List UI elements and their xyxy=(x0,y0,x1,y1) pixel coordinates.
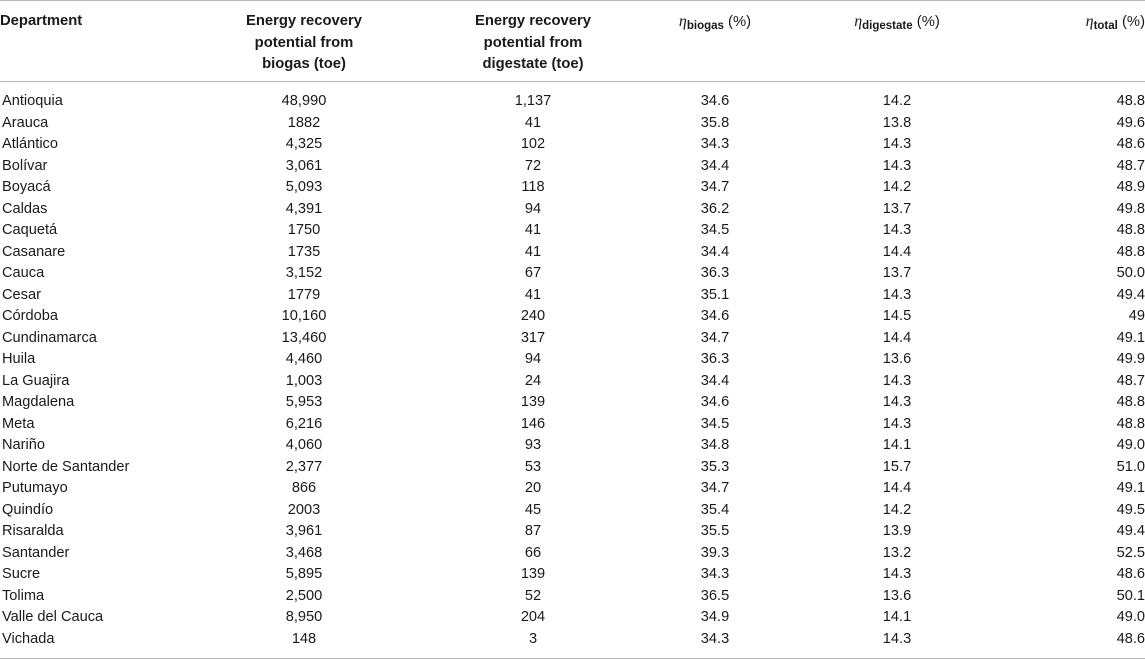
cell-eta-biogas: 34.5 xyxy=(700,415,730,432)
table-row xyxy=(0,586,1145,608)
cell-eta-digestate: 14.3 xyxy=(882,630,912,647)
cell-eta-total: 48.7 xyxy=(1116,157,1145,174)
eta-total-subscript: total xyxy=(1093,20,1118,32)
cell-biogas-potential: 1779 xyxy=(287,286,321,303)
cell-department: Bolívar xyxy=(2,157,48,174)
cell-department: Cundinamarca xyxy=(2,329,97,346)
cell-eta-digestate: 14.1 xyxy=(882,609,912,625)
table-row xyxy=(0,263,1145,285)
cell-department: Caquetá xyxy=(2,222,58,238)
cell-eta-digestate: 14.2 xyxy=(882,93,912,109)
cell-eta-digestate: 14.4 xyxy=(882,329,912,346)
cell-biogas-potential: 1882 xyxy=(287,114,321,131)
cell-eta-digestate: 14.3 xyxy=(882,415,912,432)
cell-eta-total: 49.4 xyxy=(1116,286,1145,303)
percent-unit: (%) xyxy=(728,14,752,30)
cell-department: Caldas xyxy=(2,200,48,217)
cell-biogas-potential: 1750 xyxy=(287,222,321,238)
cell-eta-total: 49.1 xyxy=(1116,329,1145,346)
cell-biogas-potential: 5,953 xyxy=(285,394,323,410)
cell-department: Vichada xyxy=(2,630,55,647)
cell-biogas-potential: 5,093 xyxy=(285,179,323,195)
cell-digestate-potential: 93 xyxy=(524,437,542,453)
table-row xyxy=(0,220,1145,242)
header-eta-biogas xyxy=(628,1,802,82)
cell-department: Magdalena xyxy=(2,394,75,410)
table-row xyxy=(0,285,1145,307)
cell-digestate-potential: 41 xyxy=(524,243,542,260)
cell-biogas-potential: 3,061 xyxy=(285,157,323,174)
cell-digestate-potential: 139 xyxy=(520,394,546,410)
cell-department: Meta xyxy=(2,415,35,432)
cell-eta-total: 50.1 xyxy=(1116,587,1145,604)
table-row xyxy=(0,242,1145,264)
cell-digestate-potential: 94 xyxy=(524,351,542,367)
cell-eta-digestate: 14.2 xyxy=(882,179,912,195)
header-biogas-line3: biogas (toe) xyxy=(262,56,346,72)
table-row xyxy=(0,113,1145,135)
eta-symbol: η xyxy=(854,13,863,30)
cell-digestate-potential: 66 xyxy=(524,544,542,561)
cell-department: Córdoba xyxy=(2,308,58,324)
cell-eta-biogas: 34.3 xyxy=(700,566,730,582)
cell-eta-biogas: 34.6 xyxy=(700,93,730,109)
cell-digestate-potential: 1,137 xyxy=(514,93,552,109)
cell-biogas-potential: 5,895 xyxy=(285,566,323,582)
cell-eta-digestate: 14.5 xyxy=(882,308,912,324)
cell-digestate-potential: 41 xyxy=(524,222,542,238)
cell-department: Sucre xyxy=(2,566,41,582)
table-row xyxy=(0,371,1145,393)
cell-biogas-potential: 6,216 xyxy=(285,415,323,432)
header-digestate-line3: digestate (toe) xyxy=(482,56,584,72)
cell-eta-digestate: 13.8 xyxy=(882,114,912,131)
cell-eta-total: 48.6 xyxy=(1116,136,1145,152)
cell-biogas-potential: 8,950 xyxy=(285,609,323,625)
cell-digestate-potential: 52 xyxy=(524,587,542,604)
cell-department: Atlántico xyxy=(2,136,58,152)
cell-eta-biogas: 34.9 xyxy=(700,609,730,625)
table-row xyxy=(0,478,1145,500)
cell-biogas-potential: 13,460 xyxy=(281,329,327,346)
cell-eta-total: 51.0 xyxy=(1116,458,1145,475)
table-row xyxy=(0,306,1145,328)
cell-department: Boyacá xyxy=(2,179,51,195)
table-row xyxy=(0,414,1145,436)
cell-eta-digestate: 14.4 xyxy=(882,480,912,496)
cell-eta-biogas: 35.4 xyxy=(700,501,730,518)
cell-eta-total: 49.8 xyxy=(1116,200,1145,217)
cell-eta-biogas: 34.7 xyxy=(700,179,730,195)
eta-digestate-subscript: digestate xyxy=(862,20,913,32)
header-digestate-potential xyxy=(438,1,628,82)
cell-eta-digestate: 14.3 xyxy=(882,372,912,389)
cell-eta-biogas: 36.3 xyxy=(700,265,730,281)
cell-eta-digestate: 14.3 xyxy=(882,566,912,582)
cell-department: Tolima xyxy=(2,587,45,604)
cell-eta-digestate: 14.2 xyxy=(882,501,912,518)
cell-biogas-potential: 48,990 xyxy=(281,93,327,109)
cell-eta-digestate: 13.6 xyxy=(882,587,912,604)
cell-digestate-potential: 204 xyxy=(520,609,546,625)
cell-biogas-potential: 3,152 xyxy=(285,265,323,281)
header-biogas-line1: Energy recovery xyxy=(246,13,362,29)
header-digestate-line2: potential from xyxy=(483,34,583,51)
cell-eta-total: 49.9 xyxy=(1116,351,1145,367)
cell-biogas-potential: 4,460 xyxy=(285,351,323,367)
cell-biogas-potential: 1,003 xyxy=(285,372,323,389)
cell-eta-total: 48.6 xyxy=(1116,630,1145,647)
cell-biogas-potential: 10,160 xyxy=(281,308,327,324)
cell-department: Arauca xyxy=(2,114,49,131)
cell-digestate-potential: 240 xyxy=(520,308,546,324)
table-row xyxy=(0,156,1145,178)
cell-digestate-potential: 139 xyxy=(520,566,546,582)
cell-digestate-potential: 45 xyxy=(524,501,542,518)
cell-digestate-potential: 72 xyxy=(524,157,542,174)
cell-eta-total: 49.4 xyxy=(1116,523,1145,539)
cell-eta-biogas: 35.5 xyxy=(700,523,730,539)
cell-eta-digestate: 13.7 xyxy=(882,200,912,217)
cell-eta-total: 50.0 xyxy=(1116,265,1145,281)
cell-eta-biogas: 35.1 xyxy=(700,286,730,303)
cell-department: Casanare xyxy=(2,243,66,260)
cell-eta-biogas: 34.4 xyxy=(700,157,730,174)
cell-eta-total: 49.0 xyxy=(1116,437,1145,453)
cell-eta-total: 52.5 xyxy=(1116,544,1145,561)
cell-biogas-potential: 866 xyxy=(291,480,317,496)
table-row xyxy=(0,177,1145,199)
table-header xyxy=(0,1,1145,82)
percent-unit: (%) xyxy=(916,14,940,30)
table-body xyxy=(0,82,1145,659)
eta-symbol: η xyxy=(678,13,687,30)
cell-eta-total: 48.8 xyxy=(1116,222,1145,238)
cell-eta-biogas: 35.8 xyxy=(700,114,730,131)
cell-biogas-potential: 3,468 xyxy=(285,544,323,561)
header-eta-digestate xyxy=(802,1,992,82)
cell-eta-digestate: 15.7 xyxy=(882,458,912,475)
cell-digestate-potential: 146 xyxy=(520,415,546,432)
header-department xyxy=(0,1,170,82)
cell-biogas-potential: 4,060 xyxy=(285,437,323,453)
cell-department: Norte de Santander xyxy=(2,458,130,475)
cell-eta-biogas: 34.3 xyxy=(700,136,730,152)
cell-digestate-potential: 94 xyxy=(524,200,542,217)
cell-department: Putumayo xyxy=(2,480,68,496)
cell-digestate-potential: 53 xyxy=(524,458,542,475)
cell-department: Santander xyxy=(2,544,70,561)
cell-eta-total: 48.8 xyxy=(1116,415,1145,432)
eta-biogas-subscript: biogas xyxy=(686,20,724,32)
table-row xyxy=(0,82,1145,113)
cell-biogas-potential: 148 xyxy=(291,630,317,647)
cell-eta-biogas: 34.8 xyxy=(700,437,730,453)
cell-eta-biogas: 35.3 xyxy=(700,458,730,475)
cell-eta-biogas: 36.5 xyxy=(700,587,730,604)
table-row xyxy=(0,328,1145,350)
cell-biogas-potential: 1735 xyxy=(287,243,321,260)
cell-eta-total: 48.6 xyxy=(1116,566,1145,582)
cell-eta-biogas: 34.6 xyxy=(700,308,730,324)
cell-eta-total: 49.6 xyxy=(1116,114,1145,131)
cell-department: Antioquia xyxy=(2,93,63,109)
cell-eta-digestate: 14.3 xyxy=(882,136,912,152)
cell-eta-total: 48.8 xyxy=(1116,394,1145,410)
cell-eta-total: 49.0 xyxy=(1116,609,1145,625)
cell-eta-total: 48.8 xyxy=(1116,243,1145,260)
cell-digestate-potential: 20 xyxy=(524,480,542,496)
cell-department: La Guajira xyxy=(2,372,70,389)
cell-digestate-potential: 118 xyxy=(521,179,545,195)
cell-eta-biogas: 34.6 xyxy=(700,394,730,410)
cell-eta-biogas: 36.3 xyxy=(700,351,730,367)
cell-eta-total: 49.1 xyxy=(1116,480,1145,496)
header-department-label: Department xyxy=(0,13,83,29)
cell-digestate-potential: 67 xyxy=(524,265,542,281)
header-eta-total xyxy=(992,1,1145,82)
cell-biogas-potential: 3,961 xyxy=(285,523,323,539)
cell-eta-digestate: 14.3 xyxy=(882,222,912,238)
cell-eta-digestate: 13.2 xyxy=(882,544,912,561)
table-row xyxy=(0,349,1145,371)
header-digestate-line1: Energy recovery xyxy=(475,13,591,29)
cell-digestate-potential: 24 xyxy=(524,372,542,389)
cell-eta-biogas: 34.7 xyxy=(700,329,730,346)
table-row xyxy=(0,564,1145,586)
cell-eta-biogas: 34.4 xyxy=(700,243,730,260)
cell-eta-digestate: 13.6 xyxy=(882,351,912,367)
cell-biogas-potential: 4,325 xyxy=(285,136,323,152)
cell-digestate-potential: 41 xyxy=(524,286,542,303)
cell-eta-digestate: 14.3 xyxy=(882,286,912,303)
cell-eta-digestate: 13.7 xyxy=(882,265,912,281)
cell-department: Cesar xyxy=(2,286,41,303)
table-row xyxy=(0,521,1145,543)
cell-department: Quindío xyxy=(2,501,54,518)
table-row xyxy=(0,199,1145,221)
table-row xyxy=(0,435,1145,457)
cell-eta-biogas: 34.7 xyxy=(700,480,730,496)
cell-digestate-potential: 102 xyxy=(520,136,546,152)
cell-eta-biogas: 34.3 xyxy=(700,630,730,647)
cell-department: Huila xyxy=(2,351,36,367)
cell-biogas-potential: 2,500 xyxy=(285,587,323,604)
cell-eta-digestate: 14.3 xyxy=(882,157,912,174)
table-row xyxy=(0,629,1145,659)
cell-digestate-potential: 3 xyxy=(528,630,538,647)
cell-eta-biogas: 34.4 xyxy=(700,372,730,389)
cell-digestate-potential: 87 xyxy=(524,523,542,539)
cell-eta-total: 48.9 xyxy=(1116,179,1145,195)
cell-biogas-potential: 4,391 xyxy=(285,200,323,217)
table-row xyxy=(0,500,1145,522)
table-row xyxy=(0,392,1145,414)
cell-eta-biogas: 34.5 xyxy=(700,222,730,238)
cell-department: Valle del Cauca xyxy=(2,609,104,625)
header-biogas-potential xyxy=(170,1,438,82)
cell-eta-digestate: 13.9 xyxy=(882,523,912,539)
cell-eta-digestate: 14.3 xyxy=(882,394,912,410)
cell-department: Cauca xyxy=(2,265,45,281)
cell-biogas-potential: 2,377 xyxy=(285,458,323,475)
cell-eta-total: 49 xyxy=(1128,308,1145,324)
table-row xyxy=(0,607,1145,629)
cell-eta-total: 48.8 xyxy=(1116,93,1145,109)
cell-eta-digestate: 14.4 xyxy=(882,243,912,260)
cell-department: Nariño xyxy=(2,437,45,453)
cell-eta-biogas: 36.2 xyxy=(700,200,730,217)
header-row xyxy=(0,1,1145,82)
header-biogas-line2: potential from xyxy=(254,34,354,51)
cell-eta-total: 49.5 xyxy=(1116,501,1145,518)
table-row xyxy=(0,543,1145,565)
cell-eta-biogas: 39.3 xyxy=(700,544,730,561)
percent-unit: (%) xyxy=(1121,14,1145,30)
cell-department: Risaralda xyxy=(2,523,64,539)
table-row xyxy=(0,457,1145,479)
table-row xyxy=(0,134,1145,156)
cell-digestate-potential: 41 xyxy=(524,114,542,131)
cell-biogas-potential: 2003 xyxy=(287,501,321,518)
eta-symbol: η xyxy=(1085,13,1094,30)
cell-eta-digestate: 14.1 xyxy=(882,437,912,453)
cell-digestate-potential: 317 xyxy=(520,329,546,346)
cell-eta-total: 48.7 xyxy=(1116,372,1145,389)
